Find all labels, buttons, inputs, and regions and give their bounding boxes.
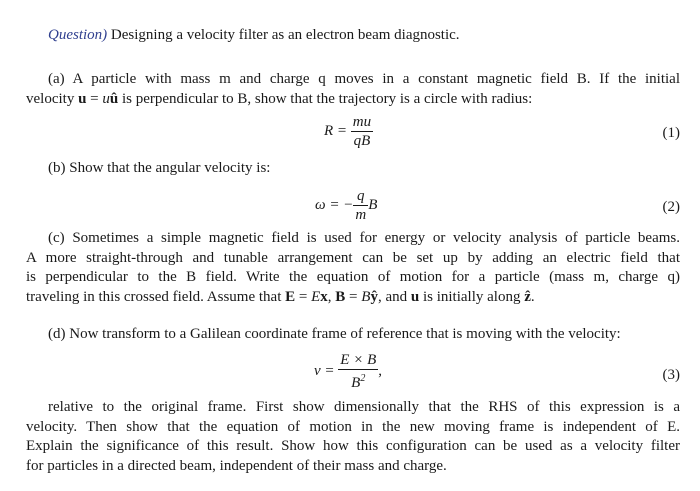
- equation-3-number: (3): [662, 367, 680, 383]
- part-a-line-1: (a) A particle with mass m and charge q moves in a constant magnetic field B. If the initial: [48, 71, 680, 87]
- eq2-numerator: q: [353, 188, 368, 206]
- eq1-lhs: R =: [324, 122, 348, 139]
- eq3-denominator: $B^2$: [351, 373, 366, 391]
- equation-2-number: (2): [662, 199, 680, 215]
- part-d-line-1: relative to the original frame. First show dimensionally that the RHS of this expression is a: [48, 399, 680, 415]
- part-d-line-3: Explain the significance of this result. Show how this configuration can be used as a velocity filter: [26, 438, 680, 454]
- u-hat: û: [109, 90, 119, 107]
- eq2-denominator: m: [355, 207, 367, 223]
- part-a-line-2: velocity u = uû is perpendicular to B, show that the trajectory is a circle with radius:: [26, 90, 533, 107]
- equation-1-number: (1): [662, 125, 680, 141]
- eq1-numerator: mu: [352, 114, 372, 130]
- eq2-lhs: ω = −: [315, 196, 354, 213]
- part-c-paragraph: [26, 229, 680, 307]
- part-d-line-2: velocity. Then show that the equation of motion in the new moving frame is independent of E.: [26, 418, 680, 435]
- eq1-fraction: [351, 114, 373, 149]
- part-d-intro: [48, 325, 621, 345]
- equation-3: [314, 352, 382, 391]
- question-title-text: Designing a velocity filter as an electron beam diagnostic.: [110, 27, 460, 43]
- eq3-lhs: v =: [314, 362, 335, 379]
- part-c-line-3: is perpendicular to the B field. Write the equation of motion for a particle (mass m, charge q): [26, 269, 680, 285]
- eq2-rhs: B: [368, 196, 378, 213]
- part-d-line-4: for particles in a directed beam, independent of their mass and charge.: [26, 457, 447, 474]
- part-c-line-4: traveling in this crossed field. Assume that E = Ex, B = Bŷ, and u is initially along ẑ.: [26, 288, 535, 305]
- eq1-denominator: qB: [353, 133, 371, 149]
- u-vector: u: [78, 90, 87, 107]
- eq2-fraction: [353, 188, 368, 223]
- part-c-line-2: A more straight-through and tunable arrangement can be set up by adding an electric field that: [26, 249, 680, 266]
- equation-2: [315, 188, 377, 223]
- question-title: [48, 27, 460, 44]
- eq3-fraction: [338, 352, 378, 391]
- part-d-intro-line: (d) Now transform to a Galilean coordinate frame of reference that is moving with the velocity:: [48, 326, 621, 342]
- part-c-line-1: (c) Sometimes a simple magnetic field is used for energy or velocity analysis of particle beams.: [48, 230, 680, 246]
- eq3-tail: ,: [378, 362, 382, 379]
- question-label: Question): [48, 27, 108, 43]
- eq3-numerator: E × B: [340, 352, 377, 368]
- equation-1: [324, 114, 373, 149]
- part-b-line: (b) Show that the angular velocity is:: [48, 160, 271, 176]
- part-b-text: [48, 159, 270, 179]
- part-a-paragraph: [26, 70, 680, 109]
- part-d-paragraph: [26, 398, 680, 476]
